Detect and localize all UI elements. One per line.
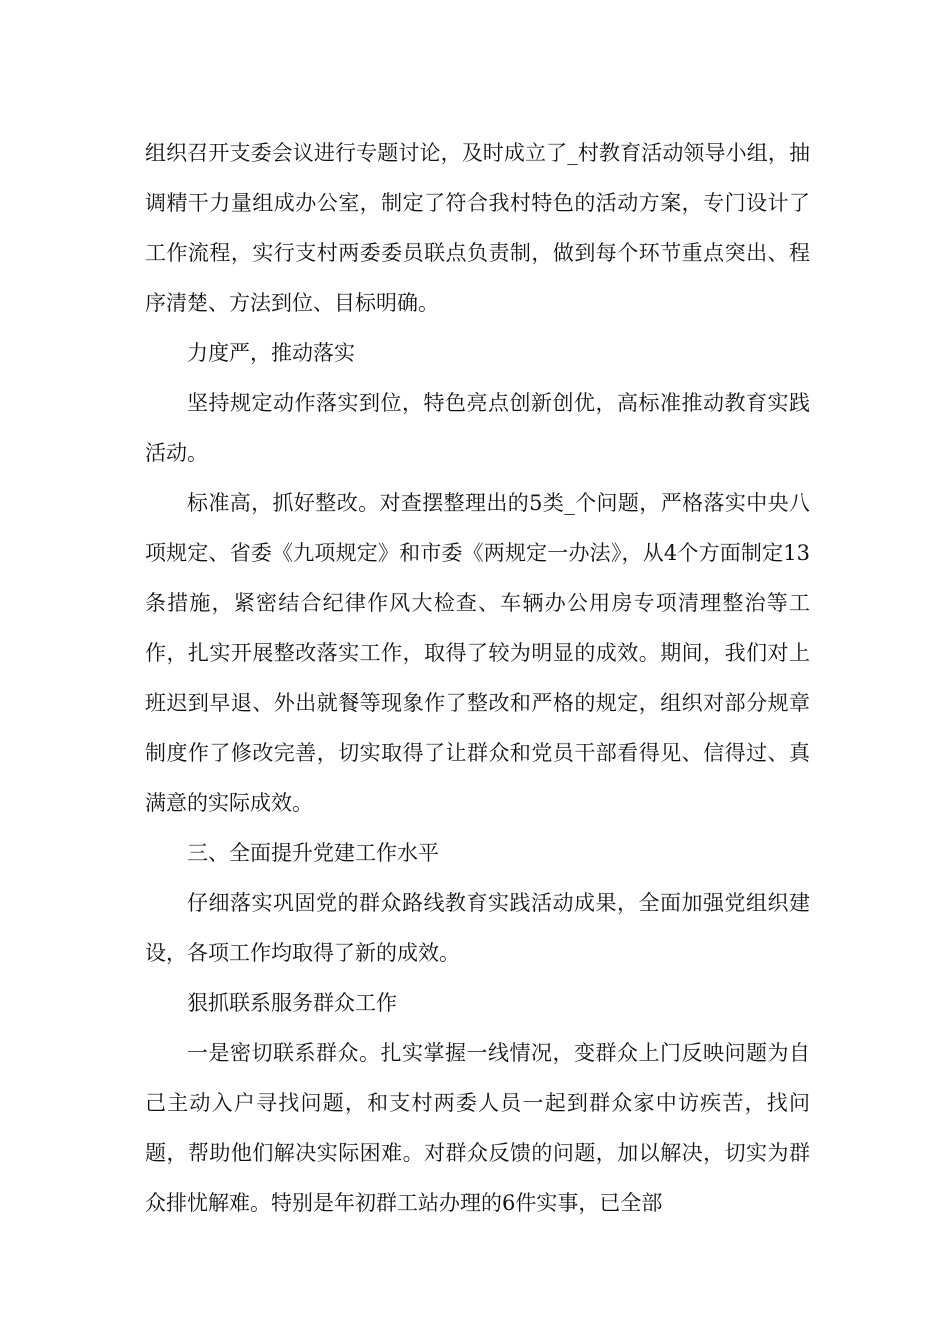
subheading-lidu-yan: 力度严，推动落实: [187, 341, 355, 365]
paragraph-jianchi: 坚持规定动作落实到位，特色亮点创新创优，高标准推动教育实践活动。: [145, 391, 810, 465]
paragraph-continuation: 组织召开支委会议进行专题讨论，及时成立了_村教育活动领导小组，抽调精干力量组成办公室，制定了符合我村特色的活动方案，专门设计了工作流程，实行支村两委委员联点负责制，做到每个环节重点突出、程序清楚、方法到位、目标明确。: [145, 141, 810, 315]
document-body: [145, 128, 810, 1228]
paragraph-zixi-luoshi: 仔细落实巩固党的群众路线教育实践活动成果，全面加强党组织建设，各项工作均取得了新的成效。: [145, 891, 810, 965]
paragraph-biaozhun-gao: 标准高，抓好整改。对查摆整理出的5类_个问题，严格落实中央八项规定、省委《九项规定》和市委《两规定一办法》，从4个方面制定13条措施，紧密结合纪律作风大检查、车辆办公用房专项清理整治等工作，扎实开展整改落实工作，取得了较为明显的成效。期间，我们对上班迟到早退、外出就餐等现象作了整改和严格的规定，组织对部分规章制度作了修改完善，切实取得了让群众和党员干部看得见、信得过、真满意的实际成效。: [145, 491, 810, 815]
paragraph-yishi-miqie: 一是密切联系群众。扎实掌握一线情况，变群众上门反映问题为自己主动入户寻找问题，和支村两委人员一起到群众家中访疾苦，找问题，帮助他们解决实际困难。对群众反馈的问题，加以解决，切实为群众排忧解难。特别是年初群工站办理的6件实事，已全部: [145, 1041, 810, 1215]
subheading-henzhua: 狠抓联系服务群众工作: [187, 991, 397, 1015]
section-heading-three: 三、全面提升党建工作水平: [187, 841, 439, 865]
